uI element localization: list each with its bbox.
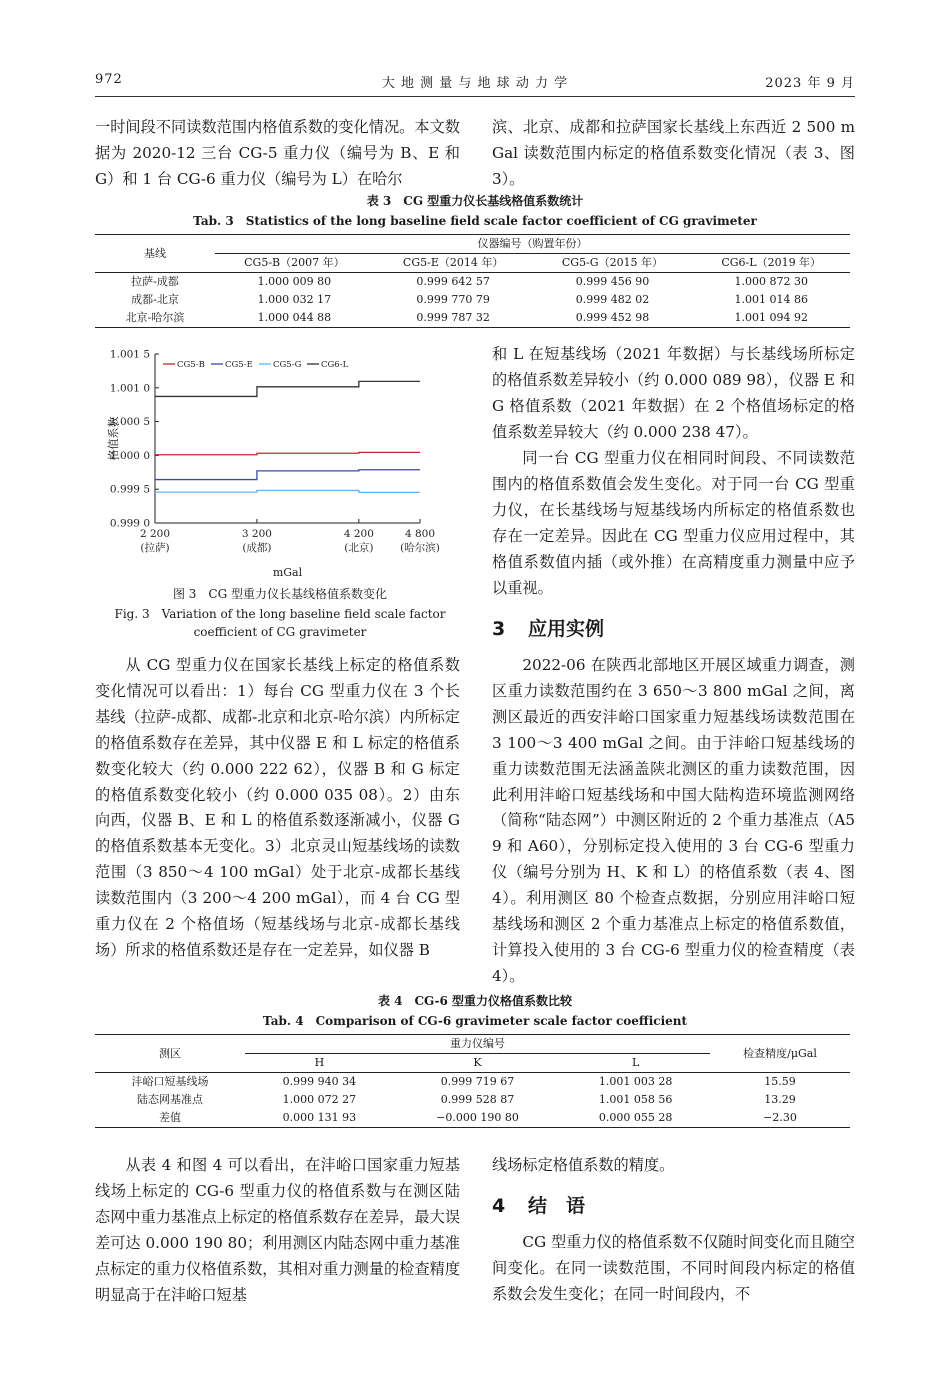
table3-header-group: 仪器编号（购置年份） [215,235,850,254]
right-paragraph-3: 2022-06 在陕西北部地区开展区域重力调查，测区重力读数范围约在 3 650～3 800 mGal 之间，离测区最近的西安沣峪口国家重力短基线场读数范围在 3 100～3 400 mGal 之间。由于沣峪口短基线场的重力读数范围无法涵盖陕北测区的重力读数范围，因此利用沣峪口短基线场和中国大陆构造环境监测网络（简称“陆态网”）中测区附近的 2 个重力基准点（A59 和 A60），分别标定投入使用的 3 台 CG-6 型重力仪（编号分别为 H、K 和 L）的格值系数（表 4、图 4）。利用测区 80 个检查点数据，分别应用沣峪口短基线场和测区 2 个重力基准点上标定的格值系数值，计算投入使用的 3 台 CG-6 型重力仪的检查精度（表 4）。 [492,656,855,985]
table-cell: 0.999 787 32 [416,311,490,324]
y-tick-label: 1.001 5 [109,348,150,361]
table-row [95,1109,850,1128]
table-cell: 1.000 872 30 [734,275,808,288]
table-cell: 0.999 456 90 [575,275,650,288]
section-4-title: 结 语 [528,1195,586,1217]
section-3-heading [492,614,604,641]
section-3-title: 应用实例 [528,618,605,640]
right-paragraph-1: 和 L 在短基线场（2021 年数据）与长基线场所标定的格值系数差异较小（约 0.000 089 98），仪器 E 和 G 格值系数（2021 年数据）在 2 个格值场标定的格值系数差异较大（约 0.000 238 47）。 [492,345,855,441]
table3-caption-cn: 表 3 CG 型重力仪长基线格值系数统计 [366,194,584,208]
figure3-caption-en-1: Fig. 3 Variation of the long baseline field scale factor [114,607,446,621]
bottom-right-paragraph-1: 线场标定格值系数的精度。 [492,1156,675,1174]
left-paragraph-1: 从 CG 型重力仪在国家长基线上标定的格值系数变化情况可以看出：1）每台 CG 型重力仪在 3 个长基线（拉萨-成都、成都-北京和北京-哈尔滨）内所标定的格值系数存在差异，其中仪器 E 和 L 标定的格值系数变化较大（约 0.000 222 62），仪器 B 和 G 标定的格值系数变化较小（约 0.000 035 08）。2）由东向西，仪器 B、E 和 L 的格值系数逐渐减小，仪器 G 的格值系数基本无变化。3）北京灵山短基线场的读数范围（3 850～4 100 mGal）处于北京-成都长基线读数范围内（3 200～4 200 mGal），而 4 台 CG 型重力仪在 2 个格值场（短基线场与北京-成都长基线场）所求的格值系数还是存在一定差异，如仪器 B [95,656,460,959]
series-line-cg5-g [155,490,420,492]
table3-col-header: CG6-L（2019 年） [692,254,850,273]
table-cell: 0.999 770 79 [416,293,490,306]
top-right-paragraph: 滨、北京、成都和拉萨国家长基线上东西近 2 500 mGal 读数范围内标定的格值系数变化情况（表 3、图 3）。 [492,118,855,188]
series-line-cg5-e [155,470,420,480]
table3-caption-en: Tab. 3 Statistics of the long baseline field scale factor coefficient of CG gravimeter [193,214,757,228]
x-axis-label: mGal [272,566,303,579]
table-cell: 0.999 642 57 [416,275,490,288]
table4-row-name: 差值 [159,1111,181,1124]
table-row [95,291,850,309]
table4-header-group: 重力仪编号 [245,1035,710,1054]
table4-col-header: L [561,1054,710,1073]
table-cell: 1.001 058 56 [598,1093,673,1106]
x-tick-label: 4 200 [343,528,374,540]
x-tick-label: 3 200 [241,528,272,540]
table3-row-name: 北京-哈尔滨 [125,311,185,324]
section-4-number: 4 [492,1195,506,1217]
legend-label: CG6-L [321,360,349,370]
table-cell: 0.000 055 28 [598,1111,673,1124]
page-number: 972 [95,72,123,87]
table4-caption-en: Tab. 4 Comparison of CG-6 gravimeter scale factor coefficient [262,1014,688,1028]
top-left-paragraph: 一时间段不同读数范围内格值系数的变化情况。本文数据为 2020-12 三台 CG-5 重力仪（编号为 B、E 和 G）和 1 台 CG-6 重力仪（编号为 L）在哈尔 [95,118,460,188]
table4 [95,1034,850,1128]
table4-col-header: K [394,1054,561,1073]
table-cell: −0.000 190 80 [436,1111,519,1124]
figure3-caption-cn: 图 3 CG 型重力仪长基线格值系数变化 [172,587,388,601]
table-cell: 0.999 528 87 [440,1093,515,1106]
header-rule [95,96,855,97]
table3-col-header: CG5-E（2014 年） [374,254,533,273]
table-cell: 1.000 072 27 [282,1093,357,1106]
y-axis-label: 格值系数 [107,416,120,461]
table-cell: 1.000 032 17 [257,293,332,306]
table3-row-name: 拉萨-成都 [131,275,179,288]
table4-row-name: 沣峪口短基线场 [131,1075,209,1088]
legend-label: CG5-B [177,360,205,370]
figure3-caption-en-2: coefficient of CG gravimeter [193,625,367,639]
table4-row-name: 陆态网基准点 [137,1093,203,1106]
x-tick-label: 4 800 [404,528,436,540]
table-row [95,309,850,328]
series-line-cg6-l [155,381,420,396]
table-cell: 0.999 940 34 [282,1075,357,1088]
series-line-cg5-b [155,452,420,454]
y-tick-label: 1.000 0 [109,449,150,462]
table-cell: 0.999 719 67 [440,1075,515,1088]
y-tick-label: 0.999 5 [109,483,150,496]
y-tick-label: 1.001 0 [109,382,150,395]
issue-date: 2023 年 9 月 [765,76,855,91]
table3-col-header: CG5-G（2015 年） [533,254,693,273]
x-tick-sublabel: (哈尔滨) [400,542,440,554]
section-4-heading [492,1191,585,1218]
table3 [95,234,850,328]
table-cell: 0.000 131 93 [282,1111,357,1124]
journal-title: 大 地 测 量 与 地 球 动 力 学 [381,76,569,91]
bottom-right-paragraph-2: CG 型重力仪的格值系数不仅随时间变化而且随空间变化。在同一读数范围，不同时间段内标定的格值系数会发生变化；在同一时间段内，不 [492,1233,855,1303]
y-tick-label: 1.000 5 [109,416,150,429]
table3-header-baseline: 基线 [95,235,215,273]
table4-caption-cn: 表 4 CG-6 型重力仪格值系数比较 [377,994,573,1008]
table4-header-area: 测区 [95,1035,245,1073]
table3-col-header: CG5-B（2007 年） [215,254,374,273]
table-cell: −2.30 [763,1111,797,1124]
figure3-chart [95,340,465,580]
table-cell: 1.000 009 80 [257,275,332,288]
x-tick-sublabel: (北京) [344,542,374,554]
bottom-left-paragraph: 从表 4 和图 4 可以看出，在沣峪口国家重力短基线场上标定的 CG-6 型重力仪的格值系数与在测区陆态网中重力基准点上标定的格值系数存在差异，最大误差可达 0.000 190 80；利用测区内陆态网中重力基准点标定的重力仪格值系数，其相对重力测量的检查精度明显高于在沣峪口短基 [95,1156,460,1304]
table4-col-header: H [245,1054,394,1073]
table-row [95,273,850,292]
x-tick-sublabel: (拉萨) [140,542,170,554]
table-cell: 0.999 452 98 [575,311,650,324]
table-cell: 1.001 014 86 [734,293,808,306]
table-cell: 13.29 [764,1093,796,1106]
table-cell: 1.001 003 28 [598,1075,673,1088]
table-row [95,1073,850,1092]
right-paragraph-2: 同一台 CG 型重力仪在相同时间段、不同读数范围内的格值系数值会发生变化。对于同一台 CG 型重力仪，在长基线场与短基线场内所标定的格值系数也存在一定差异。因此在 CG 型重力仪应用过程中，其格值系数值内插（或外推）在高精度重力测量中应予以重视。 [492,449,855,597]
legend-label: CG5-G [273,360,302,370]
table-cell: 0.999 482 02 [575,293,650,306]
section-3-number: 3 [492,618,506,640]
x-tick-label: 2 200 [139,528,171,540]
legend-label: CG5-E [225,360,253,370]
y-tick-label: 0.999 0 [109,517,150,530]
table3-row-name: 成都-北京 [131,293,179,306]
table-row [95,1091,850,1109]
table-cell: 15.59 [764,1075,796,1088]
table4-header-accuracy: 检查精度/μGal [710,1035,850,1073]
table-cell: 1.001 094 92 [734,311,808,324]
table-cell: 1.000 044 88 [257,311,332,324]
x-tick-sublabel: (成都) [242,542,272,554]
